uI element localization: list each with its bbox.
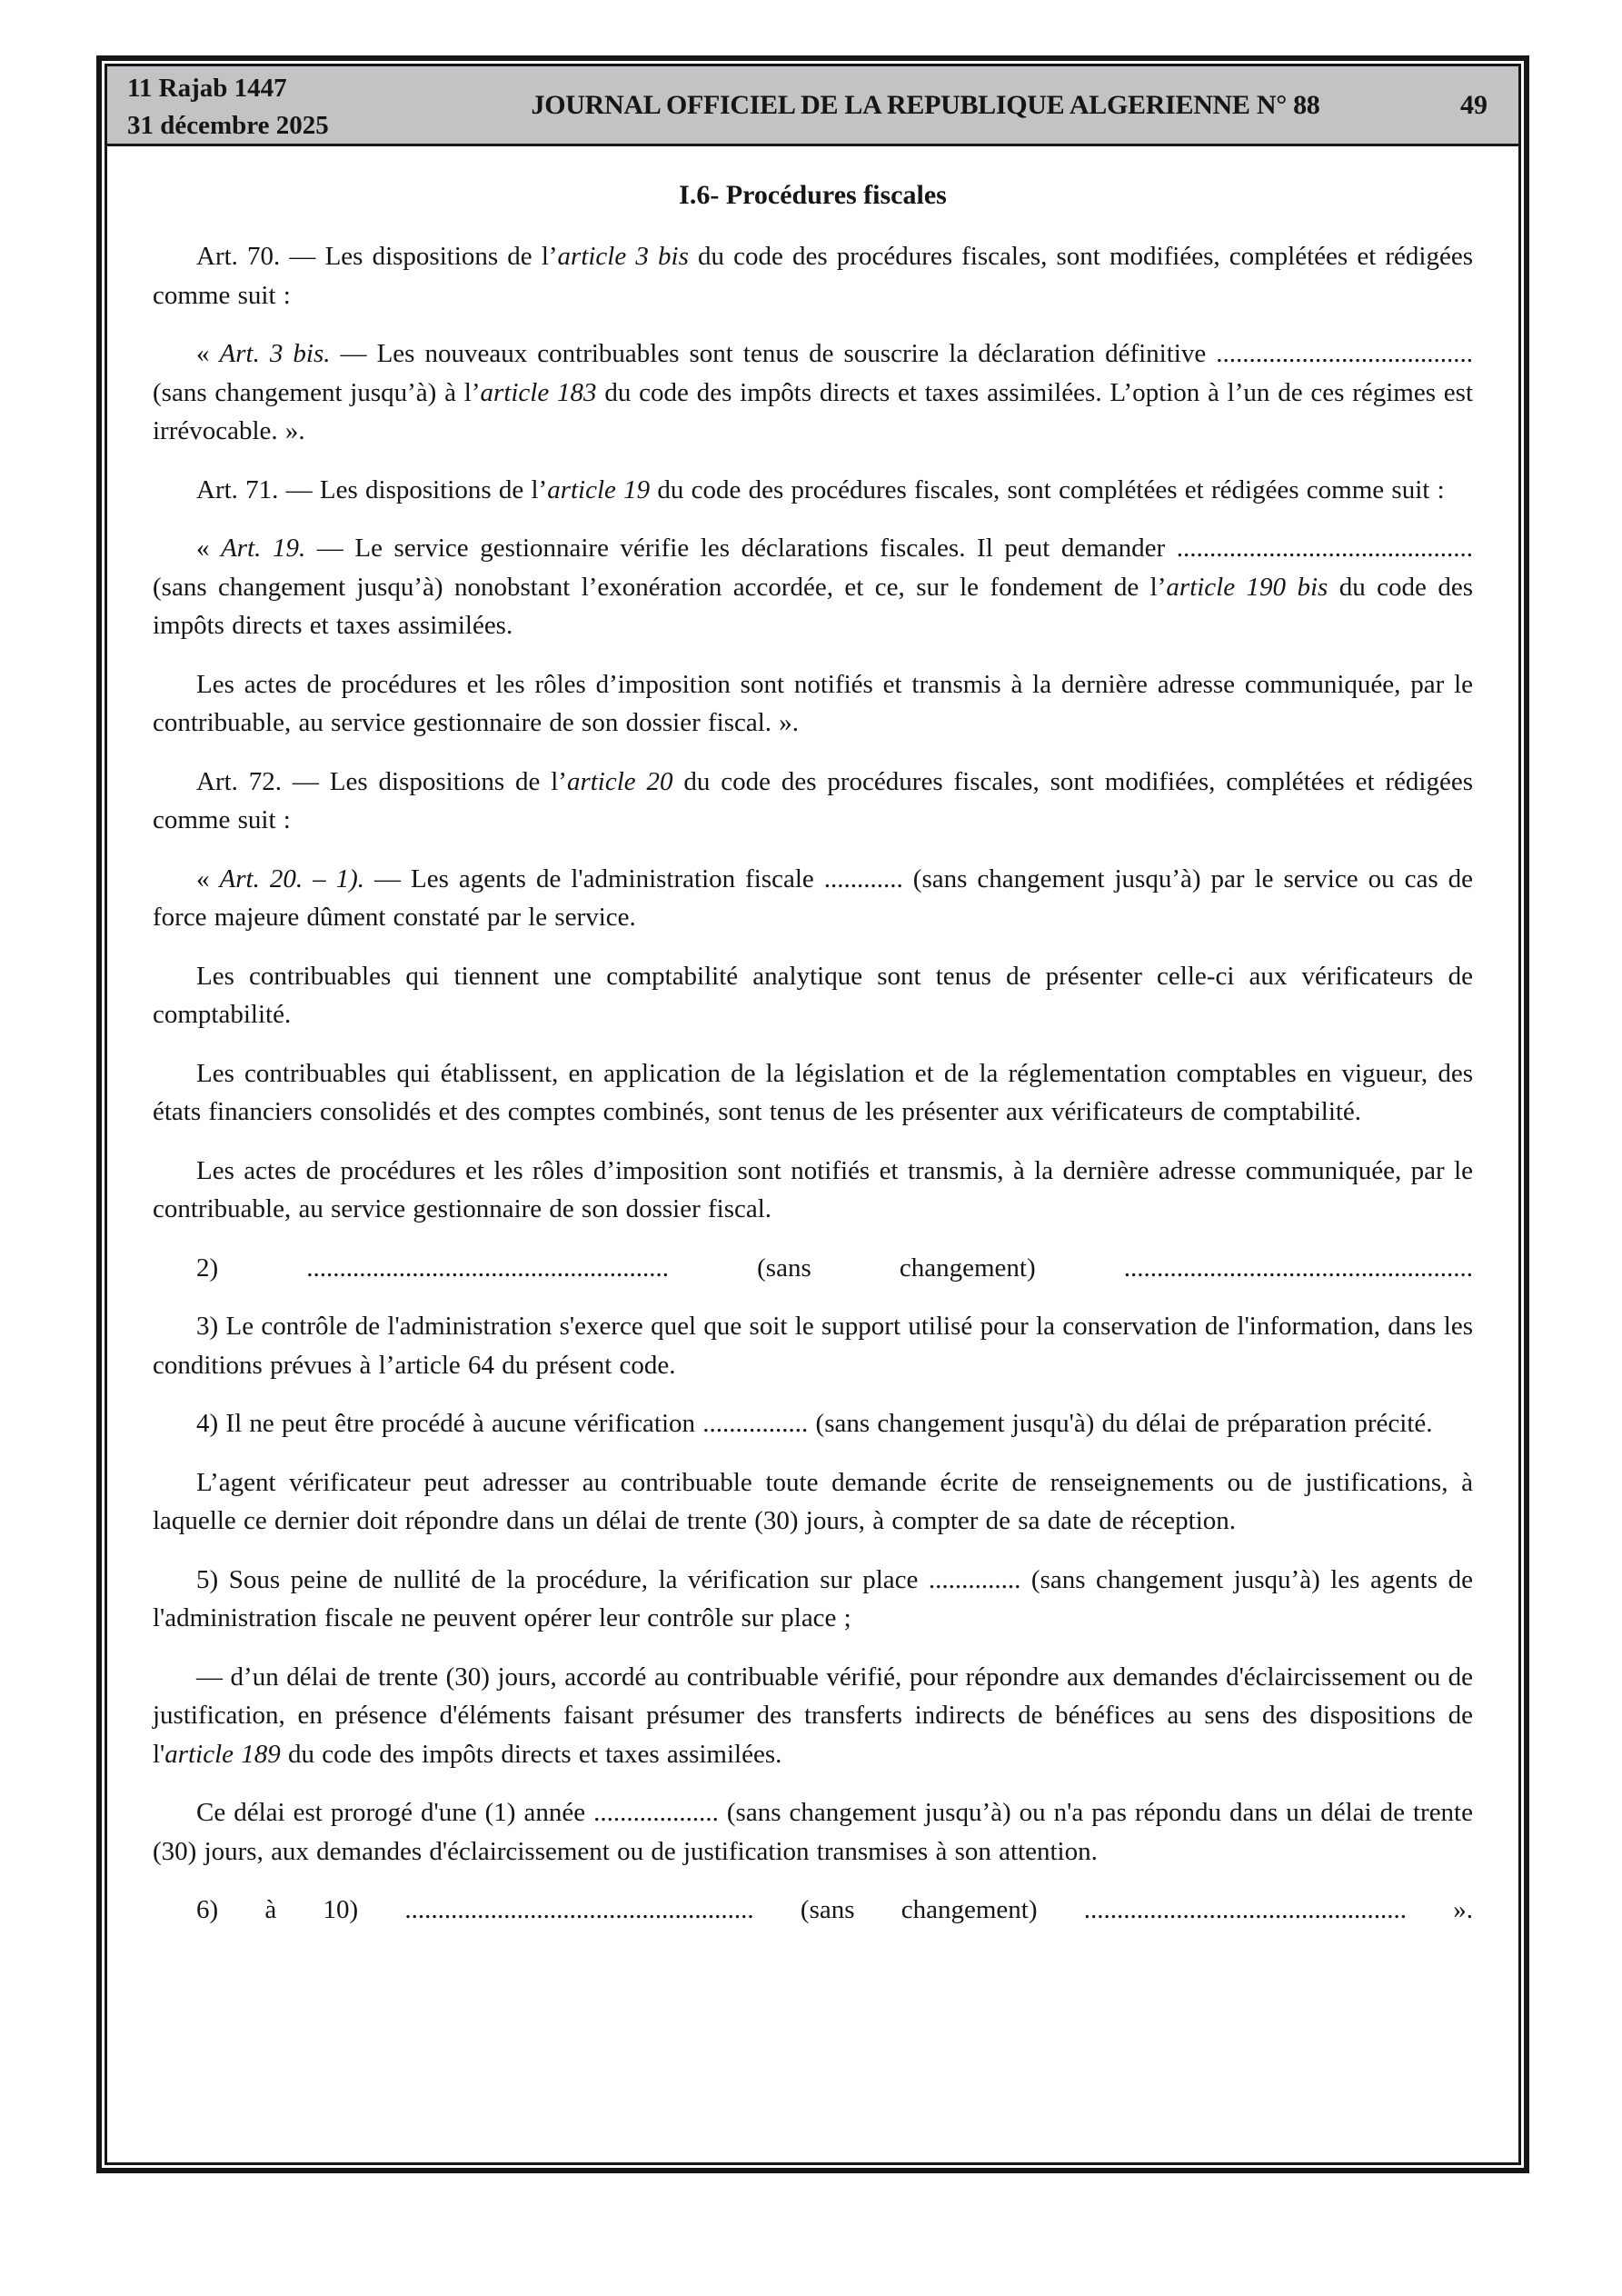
text-run: du code des procédures fiscales, sont modifiées, complétées et rédigées comme suit : (153, 766, 1473, 834)
text-run-italic: article 20 (566, 766, 673, 796)
text-run: Art. 72. — Les dispositions de l’ (196, 766, 567, 796)
text-run: 5) Sous peine de nullité de la procédure, la vérification sur place .............. (sans changement jusqu’à) les agents de l'administration fiscale ne peuvent opérer leur contrôle sur place ; (153, 1564, 1473, 1632)
text-run: du code des impôts directs et taxes assimilées. (280, 1739, 782, 1769)
para-art-20-5 (153, 1561, 1473, 1638)
text-run: Les actes de procédures et les rôles d’imposition sont notifiés et transmis à la dernière adresse communiquée, par le contribuable, au service gestionnaire de son dossier fiscal. ». (153, 669, 1473, 737)
text-run: — Les nouveaux contribuables sont tenus de souscrire la déclaration définitive ....................................... (sans changement jusqu’à) à l’ (153, 339, 1473, 407)
body-paragraphs (153, 237, 1473, 1930)
text-run-italic: article 19 (547, 474, 651, 504)
para-art-20-1-alinea-4 (153, 1152, 1473, 1229)
text-run: — Les agents de l'administration fiscale ............ (sans changement jusqu’à) par le service ou cas de force majeure dûment constaté par le service. (153, 863, 1474, 932)
text-run: 3) Le contrôle de l'administration s'exerce quel que soit le support utilisé pour la conservation de l'information, dans les conditions prévues à l’article 64 du présent code. (153, 1312, 1473, 1380)
text-run: Ce délai est prorogé d'une (1) année ................... (sans changement jusqu’à) ou n'a pas répondu dans un délai de trente (30) jours, aux demandes d'éclaircissement ou de justification transmises à son attention. (153, 1798, 1473, 1866)
text-run: 2) ....................................................... (sans changement) ..................................................... (196, 1253, 1473, 1283)
para-art-20-2 (153, 1249, 1473, 1288)
text-run: Les contribuables qui établissent, en application de la législation et de la réglementation comptables en vigueur, des états financiers consolidés et des comptes combinés, sont tenus de les présenter aux vérificateurs de comptabilité. (153, 1058, 1473, 1126)
page-frame-outer (96, 55, 1529, 2173)
text-run-italic: article 190 bis (1166, 572, 1328, 602)
para-art-20-3 (153, 1307, 1473, 1384)
journal-masthead (107, 66, 1518, 146)
text-run: 4) Il ne peut être procédé à aucune vérification ................ (sans changement jusqu'à) du délai de préparation précité. (196, 1409, 1433, 1438)
page-number: 49 (1460, 89, 1488, 120)
text-run-italic: article 183 (480, 377, 597, 407)
text-run-italic: Art. 3 bis. (219, 339, 331, 368)
para-art-72 (153, 763, 1473, 840)
para-art-20-4-alinea-2 (153, 1463, 1473, 1541)
page-frame-inner (104, 64, 1521, 2165)
para-art-20-5-alinea-2 (153, 1793, 1473, 1871)
text-run: Les actes de procédures et les rôles d’imposition sont notifiés et transmis, à la dernière adresse communiquée, par le contribuable, au service gestionnaire de son dossier fiscal. (153, 1155, 1473, 1223)
para-art-20-1-alinea-2 (153, 957, 1473, 1034)
text-run: — d’un délai de trente (30) jours, accordé au contribuable vérifié, pour répondre aux demandes d'éclaircissement ou de justification, en présence d'éléments faisant présumer des transferts indirects de bénéfices au sens des dispositions de l' (153, 1662, 1473, 1769)
masthead-dates (127, 66, 427, 144)
section-title: I.6- Procédures fiscales (679, 180, 947, 210)
text-run: Art. 70. — Les dispositions de l’ (196, 242, 558, 271)
text-run: du code des impôts directs et taxes assimilées. L’option à l’un de ces régimes est irrévocable. ». (153, 377, 1474, 445)
page-content (107, 180, 1518, 1930)
para-art-71 (153, 471, 1473, 510)
para-art-70 (153, 237, 1473, 314)
text-run-italic: article 3 bis (557, 242, 689, 271)
text-run: « (196, 534, 222, 563)
text-run: Art. 71. — Les dispositions de l’ (196, 474, 548, 504)
para-art-20-4 (153, 1404, 1473, 1443)
text-run: — Le service gestionnaire vérifie les déclarations fiscales. Il peut demander ............................................. (sans changement jusqu’à) nonobstant l’exonération accordée, et ce, sur le fondement de l’ (153, 534, 1473, 602)
text-run-italic: article 189 (164, 1739, 281, 1769)
text-run: « (196, 339, 220, 368)
journal-title: JOURNAL OFFICIEL DE LA REPUBLIQUE ALGERIENNE N° 88 (531, 89, 1320, 120)
text-run: « (196, 863, 220, 893)
para-art-20-1 (153, 860, 1473, 937)
para-art-3bis (153, 334, 1473, 451)
text-run-italic: Art. 19. (221, 534, 306, 563)
text-run: du code des procédures fiscales, sont complétées et rédigées comme suit : (650, 474, 1445, 504)
text-run: du code des procédures fiscales, sont modifiées, complétées et rédigées comme suit : (153, 242, 1473, 310)
text-run: du code des impôts directs et taxes assimilées. (153, 572, 1473, 640)
text-run: 6) à 10) ..................................................... (sans changement) ................................................. ». (196, 1895, 1473, 1924)
para-art-19-alinea-2 (153, 665, 1473, 743)
para-art-20-5-tiret (153, 1658, 1473, 1774)
text-run: Les contribuables qui tiennent une comptabilité analytique sont tenus de présenter celle-ci aux vérificateurs de comptabilité. (153, 961, 1473, 1029)
para-art-19 (153, 529, 1473, 645)
date-hijri: 11 Rajab 1447 (127, 74, 287, 103)
para-art-20-1-alinea-3 (153, 1054, 1473, 1132)
text-run-italic: Art. 20. – 1). (219, 863, 364, 893)
text-run: L’agent vérificateur peut adresser au contribuable toute demande écrite de renseignements ou de justifications, à laquelle ce dernier doit répondre dans un délai de trente (30) jours, à compter de sa date de réception. (153, 1467, 1473, 1535)
para-art-20-6-a-10 (153, 1891, 1473, 1930)
date-gregorian: 31 décembre 2025 (127, 111, 329, 140)
